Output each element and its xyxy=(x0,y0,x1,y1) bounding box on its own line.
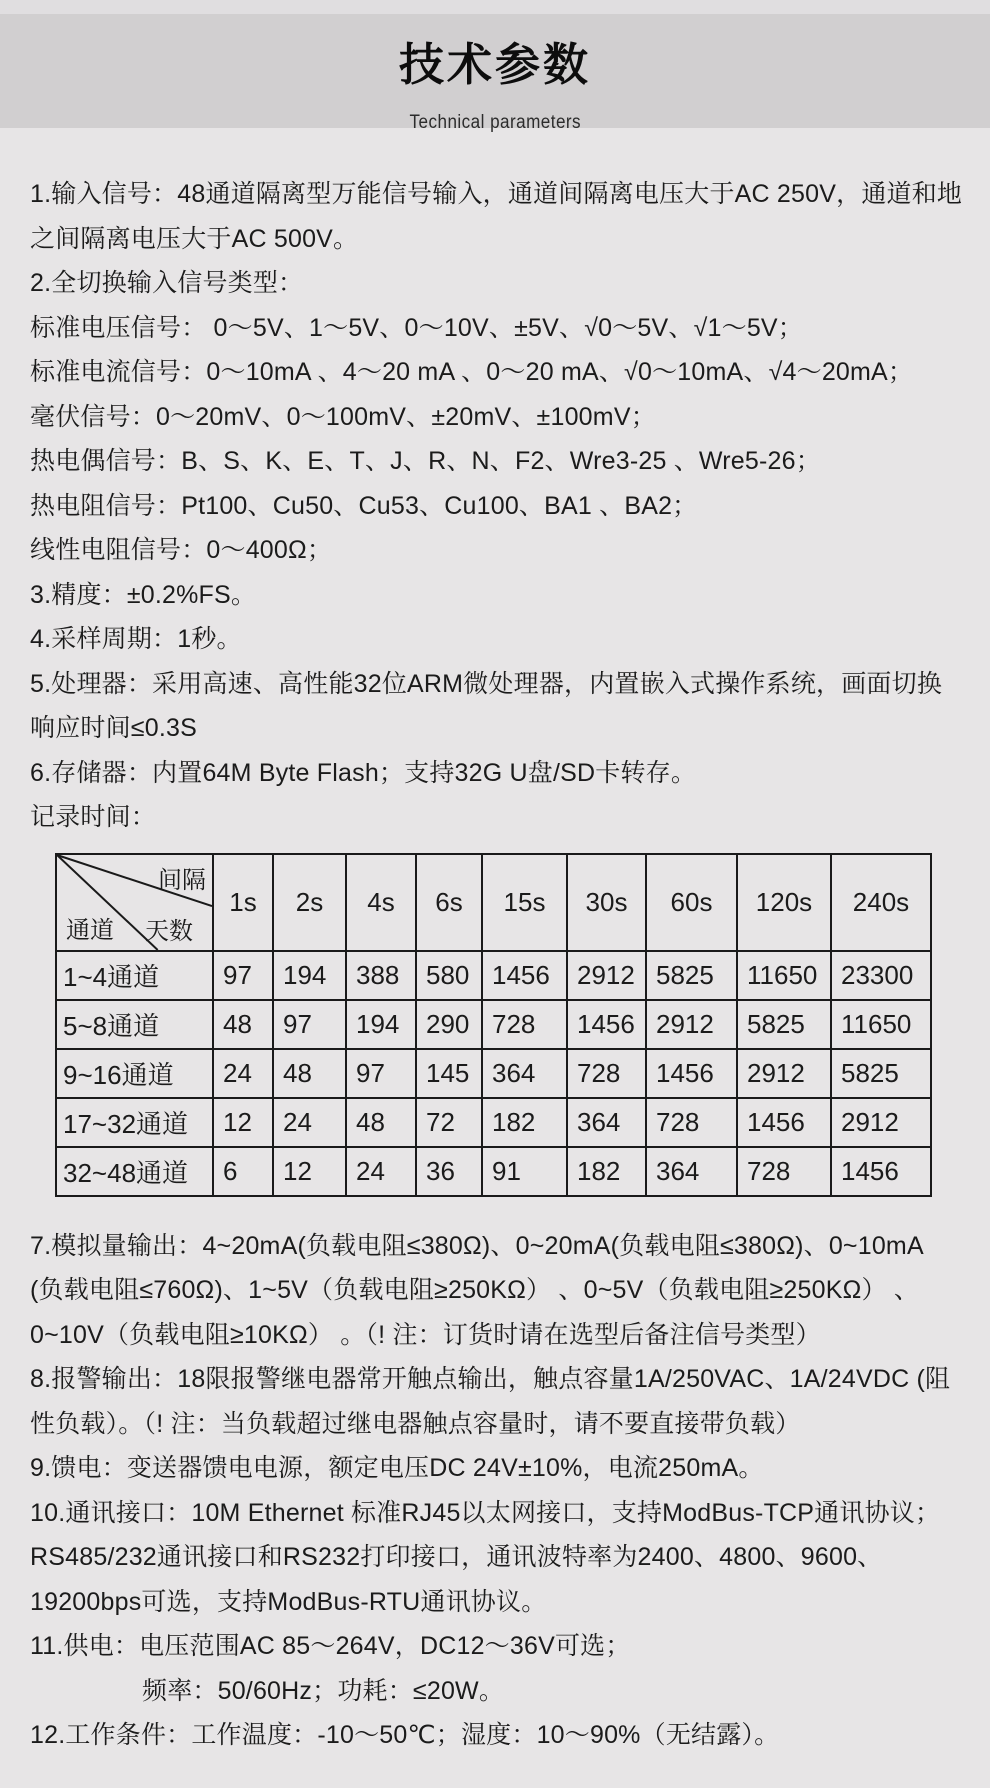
spec-line: 6.存储器：内置64M Byte Flash；支持32G U盘/SD卡转存。 xyxy=(30,758,697,787)
table-corner-cell xyxy=(56,854,213,951)
record-days-cell: 1456 xyxy=(482,951,567,1000)
record-days-cell: 48 xyxy=(273,1049,346,1098)
record-days-cell: 24 xyxy=(213,1049,273,1098)
page-subtitle: Technical parameters xyxy=(409,112,581,133)
spec-line: 记录时间： xyxy=(30,803,157,831)
record-days-cell: 194 xyxy=(346,1000,416,1049)
record-days-cell: 97 xyxy=(213,951,273,1000)
record-days-cell: 2912 xyxy=(567,951,646,1000)
record-days-cell: 580 xyxy=(416,951,482,1000)
spec-line: 4.采样周期：1秒。 xyxy=(30,625,242,653)
interval-header-cell: 120s xyxy=(737,854,831,951)
spec-line: 11.供电：电压范围AC 85～264V，DC12～36V可选； xyxy=(30,1632,631,1660)
record-days-cell: 97 xyxy=(346,1049,416,1098)
interval-header-cell: 240s xyxy=(831,854,931,951)
record-days-cell: 5825 xyxy=(646,951,737,1000)
record-days-cell: 91 xyxy=(482,1147,567,1196)
record-days-cell: 1456 xyxy=(831,1147,931,1196)
record-days-cell: 5825 xyxy=(737,1000,831,1049)
record-days-cell: 182 xyxy=(567,1147,646,1196)
record-days-cell: 364 xyxy=(646,1147,737,1196)
spec-line: 线性电阻信号：0～400Ω； xyxy=(30,536,333,564)
spec-lines-before-table xyxy=(30,172,966,840)
spec-line: 热电阻信号：Pt100、Cu50、Cu53、Cu100、BA1 、BA2； xyxy=(30,491,698,520)
spec-line: 标准电流信号：0～10mA 、4～20 mA 、0～20 mA、√0～10mA、√4～20mA； xyxy=(30,358,914,386)
record-days-cell: 6 xyxy=(213,1147,273,1196)
table-row xyxy=(56,1098,931,1147)
spec-lines-after-table xyxy=(30,1224,966,1758)
spec-line: 3.精度：±0.2%FS。 xyxy=(30,580,257,609)
page-title: 技术参数 xyxy=(398,39,591,90)
channel-range-cell: 32~48通道 xyxy=(56,1147,213,1196)
record-days-cell: 23300 xyxy=(831,951,931,1000)
spec-line: 毫伏信号：0～20mV、0～100mV、±20mV、±100mV； xyxy=(30,402,656,431)
record-days-cell: 72 xyxy=(416,1098,482,1147)
record-days-cell: 728 xyxy=(737,1147,831,1196)
record-days-cell: 24 xyxy=(346,1147,416,1196)
interval-header-cell: 1s xyxy=(213,854,273,951)
record-days-cell: 12 xyxy=(213,1098,273,1147)
record-days-cell: 48 xyxy=(346,1098,416,1147)
record-days-cell: 364 xyxy=(482,1049,567,1098)
record-days-cell: 182 xyxy=(482,1098,567,1147)
spec-line: 标准电压信号： 0～5V、1～5V、0～10V、±5V、√0～5V、√1～5V； xyxy=(30,313,804,342)
record-days-cell: 97 xyxy=(273,1000,346,1049)
spec-line: 10.通讯接口：10M Ethernet 标准RJ45以太网接口，支持ModBus-TCP通讯协议； xyxy=(30,1498,941,1527)
channel-range-cell: 9~16通道 xyxy=(56,1049,213,1098)
top-strip xyxy=(0,0,990,14)
spec-line: 性负载）。（! 注：当负载超过继电器触点容量时，请不要直接带负载） xyxy=(30,1409,801,1438)
spec-line: 1.输入信号：48通道隔离型万能信号输入，通道间隔离电压大于AC 250V，通道和地 xyxy=(30,180,963,208)
table-header-row xyxy=(56,854,931,951)
interval-header-cell: 4s xyxy=(346,854,416,951)
record-days-cell: 36 xyxy=(416,1147,482,1196)
table-row xyxy=(56,951,931,1000)
header-band xyxy=(0,14,990,133)
record-days-cell: 364 xyxy=(567,1098,646,1147)
record-days-cell: 2912 xyxy=(831,1098,931,1147)
corner-label-channel: 通道 xyxy=(66,916,114,944)
spec-line: (负载电阻≤760Ω)、1~5V（负载电阻≥250KΩ） 、0~5V（负载电阻≥250KΩ） 、 xyxy=(30,1276,920,1304)
spec-line: 0~10V（负载电阻≥10KΩ） 。（! 注：订货时请在选型后备注信号类型） xyxy=(30,1320,821,1349)
spec-content xyxy=(0,128,990,1758)
record-days-cell: 728 xyxy=(482,1000,567,1049)
interval-header-cell: 2s xyxy=(273,854,346,951)
record-days-cell: 24 xyxy=(273,1098,346,1147)
record-days-cell: 290 xyxy=(416,1000,482,1049)
spec-line: 8.报警输出：18限报警继电器常开触点输出，触点容量1A/250VAC、1A/24VDC (阻 xyxy=(30,1365,951,1393)
record-days-cell: 12 xyxy=(273,1147,346,1196)
record-days-cell: 11650 xyxy=(831,1000,931,1049)
interval-header-cell: 6s xyxy=(416,854,482,951)
spec-line: 频率：50/60Hz；功耗：≤20W。 xyxy=(142,1676,505,1705)
spec-line: 7.模拟量输出：4~20mA(负载电阻≤380Ω)、0~20mA(负载电阻≤380Ω)、0~10mA xyxy=(30,1231,924,1260)
channel-range-cell: 17~32通道 xyxy=(56,1098,213,1147)
interval-header-cell: 15s xyxy=(482,854,567,951)
channel-range-cell: 1~4通道 xyxy=(56,951,213,1000)
record-days-cell: 194 xyxy=(273,951,346,1000)
spec-line: 之间隔离电压大于AC 500V。 xyxy=(30,224,359,253)
spec-line: 响应时间≤0.3S xyxy=(30,714,197,742)
spec-line: 9.馈电：变送器馈电电源，额定电压DC 24V±10%，电流250mA。 xyxy=(30,1454,764,1482)
record-days-cell: 5825 xyxy=(831,1049,931,1098)
record-time-table xyxy=(55,853,932,1197)
record-days-cell: 728 xyxy=(646,1098,737,1147)
table-body xyxy=(56,951,931,1196)
spec-line: 19200bps可选，支持ModBus-RTU通讯协议。 xyxy=(30,1587,547,1616)
record-days-cell: 1456 xyxy=(737,1098,831,1147)
interval-header-cell: 30s xyxy=(567,854,646,951)
spec-line: 热电偶信号：B、S、K、E、T、J、R、N、F2、Wre3-25 、Wre5-26； xyxy=(30,447,821,475)
table-row xyxy=(56,1147,931,1196)
record-days-cell: 145 xyxy=(416,1049,482,1098)
spec-line: 12.工作条件：工作温度：-10～50℃；湿度：10～90%（无结露）。 xyxy=(30,1721,780,1749)
record-days-cell: 2912 xyxy=(646,1000,737,1049)
spec-line: 2.全切换输入信号类型： xyxy=(30,269,304,297)
corner-label-interval: 间隔 xyxy=(158,866,206,894)
record-days-cell: 2912 xyxy=(737,1049,831,1098)
table-row xyxy=(56,1000,931,1049)
interval-header-cell: 60s xyxy=(646,854,737,951)
record-days-cell: 388 xyxy=(346,951,416,1000)
table-row xyxy=(56,1049,931,1098)
record-days-cell: 728 xyxy=(567,1049,646,1098)
record-days-cell: 11650 xyxy=(737,951,831,1000)
channel-range-cell: 5~8通道 xyxy=(56,1000,213,1049)
corner-label-days: 天数 xyxy=(145,917,193,945)
spec-line: RS485/232通讯接口和RS232打印接口，通讯波特率为2400、4800、9600、 xyxy=(30,1543,883,1571)
record-days-cell: 1456 xyxy=(567,1000,646,1049)
record-days-cell: 48 xyxy=(213,1000,273,1049)
record-days-cell: 1456 xyxy=(646,1049,737,1098)
spec-line: 5.处理器：采用高速、高性能32位ARM微处理器，内置嵌入式操作系统，画面切换 xyxy=(30,669,943,698)
